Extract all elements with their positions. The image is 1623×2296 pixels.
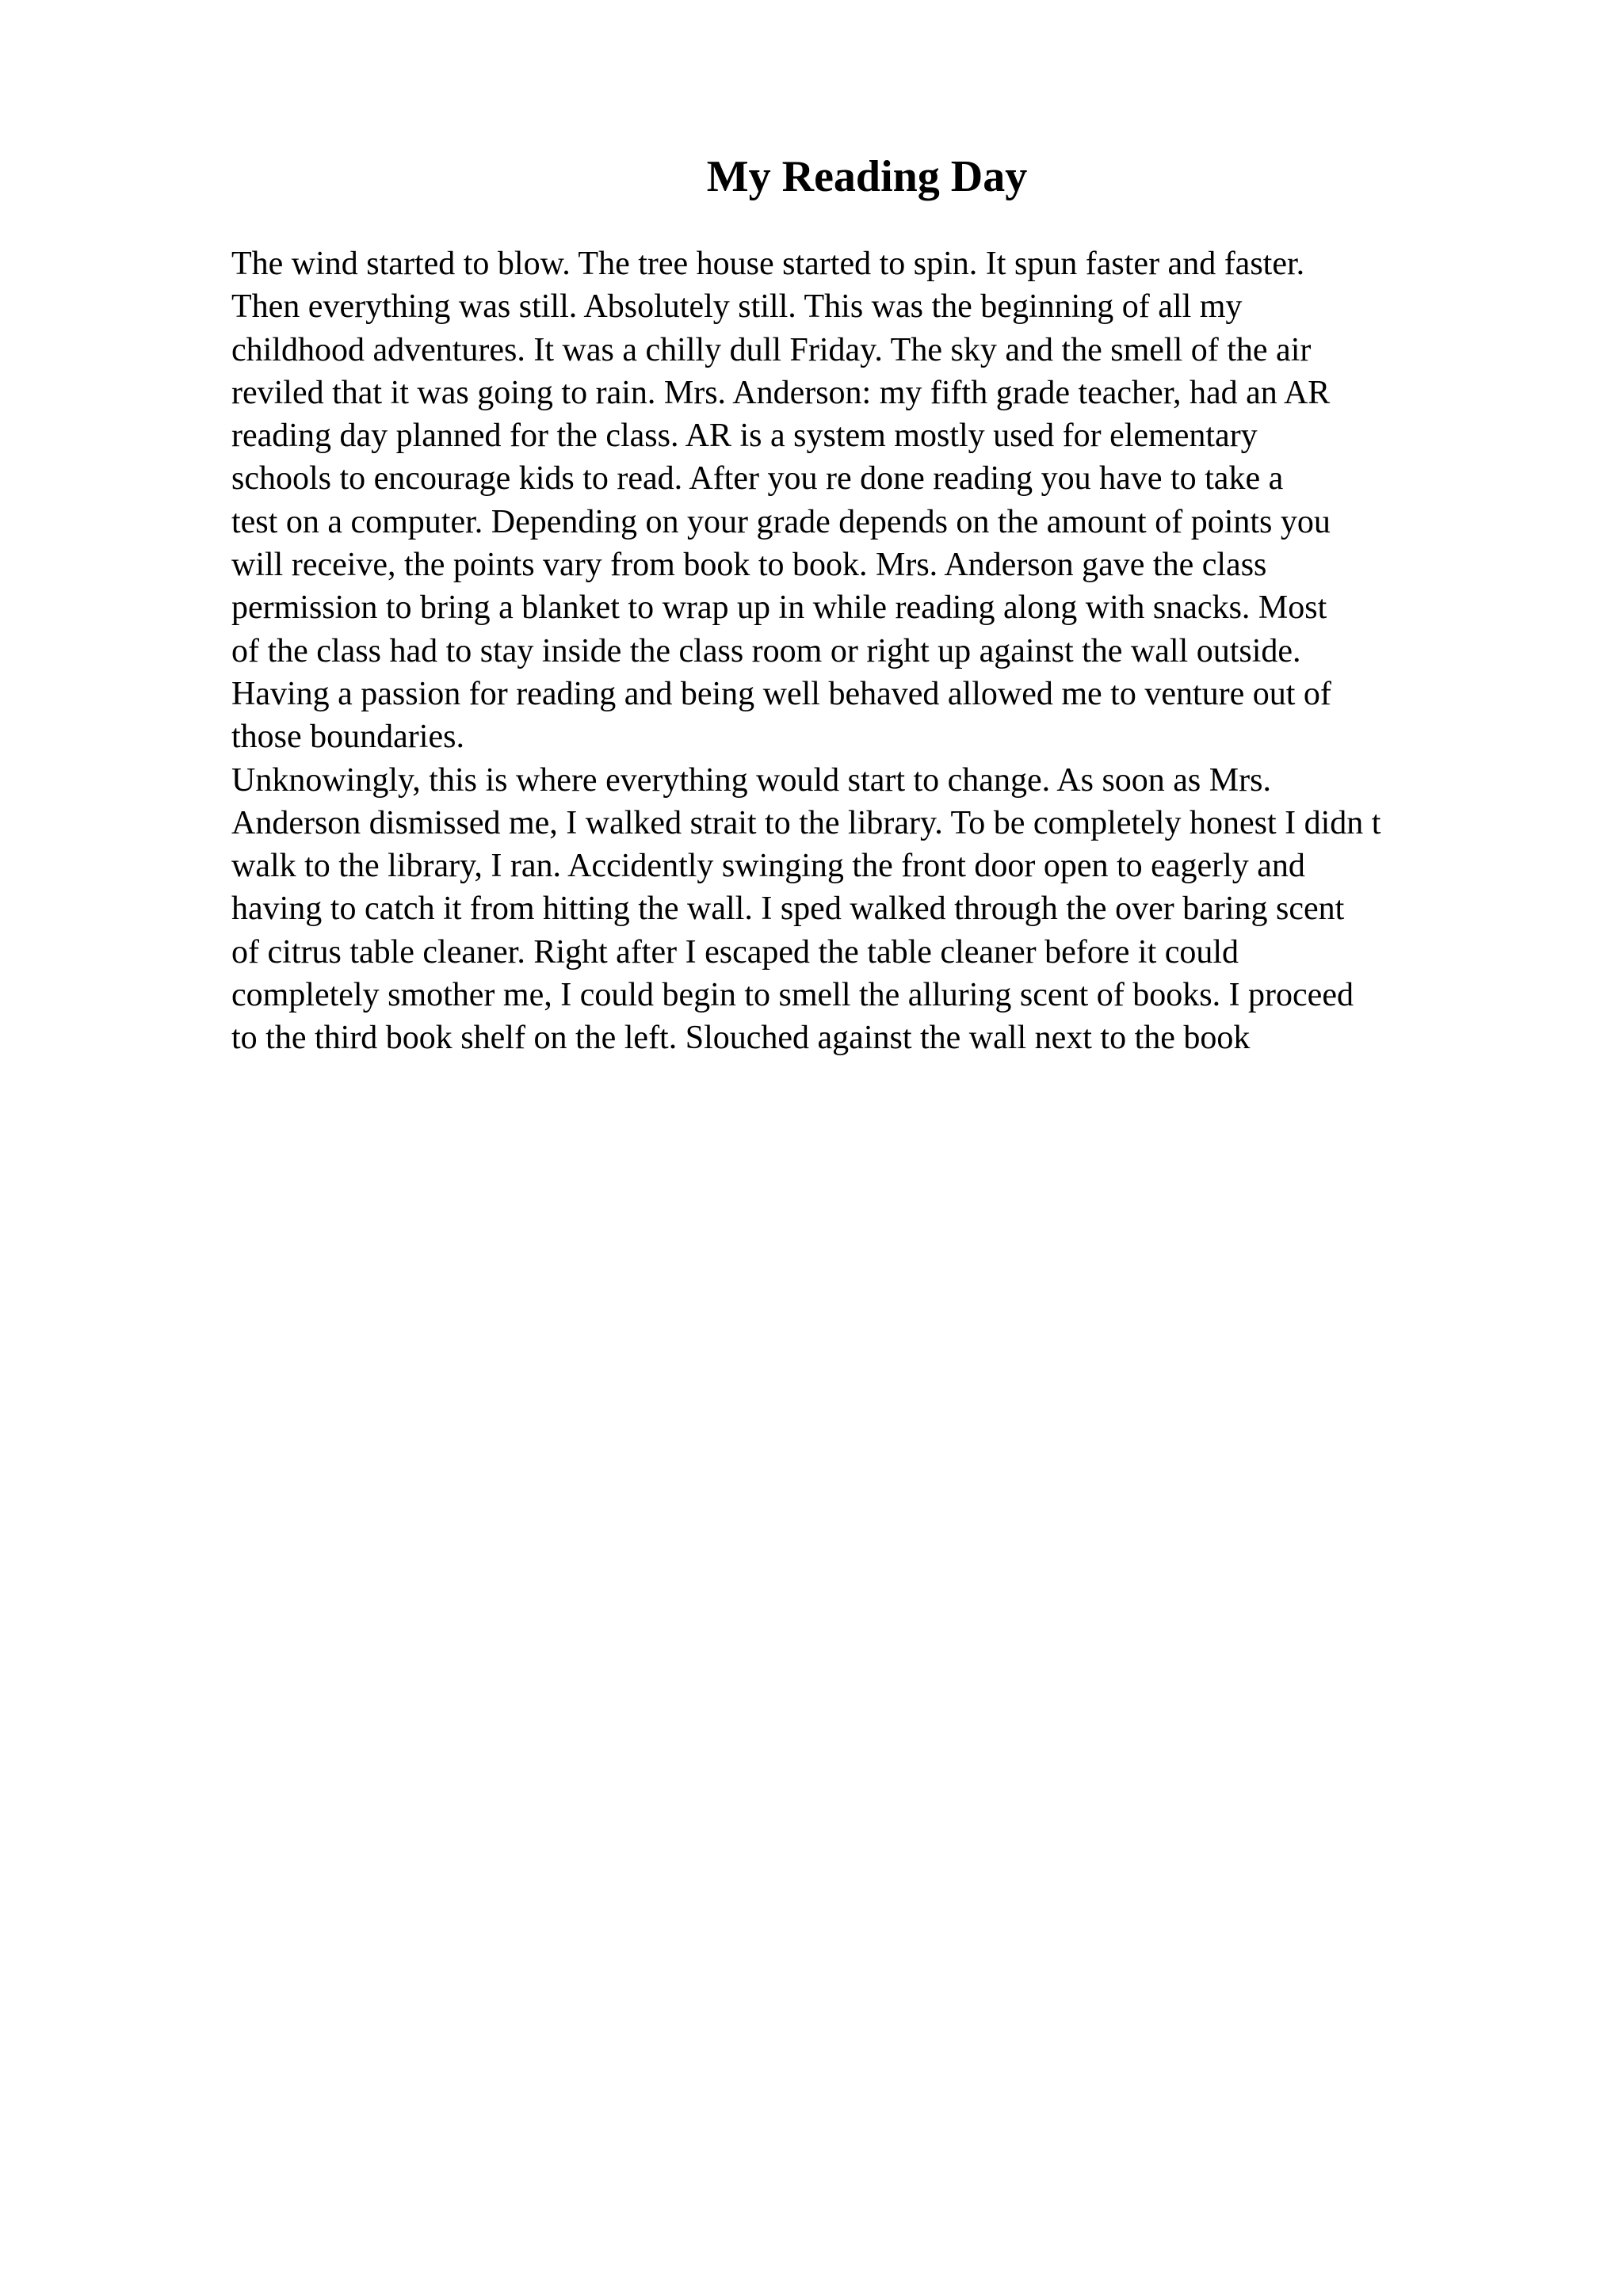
text-line: completely smother me, I could begin to smell the alluring scent of books. I proceed: [231, 977, 1354, 1014]
text-line: to the third book shelf on the left. Slouched against the wall next to the book: [231, 1020, 1251, 1057]
text-line: The wind started to blow. The tree house started to spin. It spun faster and faster.: [231, 246, 1305, 282]
document-body: [231, 242, 1594, 1060]
document-title: My Reading Day: [706, 152, 1028, 201]
text-line: reviled that it was going to rain. Mrs. Anderson: my fifth grade teacher, had an AR: [231, 374, 1331, 411]
text-line: permission to bring a blanket to wrap up in while reading along with snacks. Most: [231, 589, 1327, 627]
text-line: having to catch it from hitting the wall. I sped walked through the over baring scent: [231, 891, 1345, 928]
text-line: Unknowingly, this is where everything would start to change. As soon as Mrs.: [231, 761, 1271, 799]
text-line: reading day planned for the class. AR is a system mostly used for elementary: [231, 418, 1258, 455]
text-line: those boundaries.: [231, 719, 464, 756]
text-line: of the class had to stay inside the class room or right up against the wall outside.: [231, 632, 1301, 669]
text-line: childhood adventures. It was a chilly dull Friday. The sky and the smell of the air: [231, 331, 1312, 368]
text-line: of citrus table cleaner. Right after I escaped the table cleaner before it could: [231, 933, 1239, 971]
text-line: Having a passion for reading and being well behaved allowed me to venture out of: [231, 675, 1331, 712]
text-line: walk to the library, I ran. Accidently swinging the front door open to eagerly and: [231, 848, 1305, 885]
text-line: schools to encourage kids to read. After you re done reading you have to take a: [231, 460, 1284, 498]
text-line: will receive, the points vary from book to book. Mrs. Anderson gave the class: [231, 547, 1267, 584]
text-line: Anderson dismissed me, I walked strait to the library. To be completely honest I didn t: [231, 804, 1381, 841]
text-line: test on a computer. Depending on your grade depends on the amount of points you: [231, 503, 1331, 540]
text-line: Then everything was still. Absolutely still. This was the beginning of all my: [231, 288, 1243, 326]
